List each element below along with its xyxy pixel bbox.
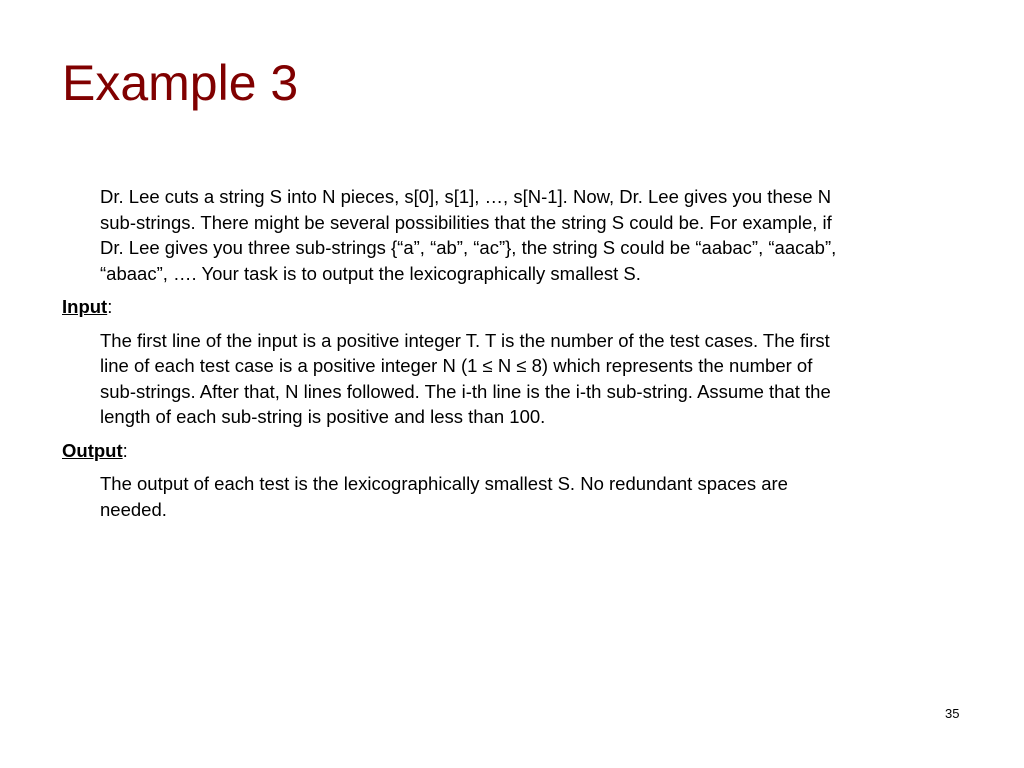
text-line: length of each sub-string is positive and less than 100. — [100, 406, 546, 427]
text-line: “abaac”, …. Your task is to output the lexicographically smallest S. — [100, 262, 641, 284]
input-description — [100, 328, 962, 430]
text-line: needed. — [100, 498, 167, 520]
output-heading — [62, 438, 962, 464]
output-description — [100, 471, 962, 522]
slide-title: Example 3 — [62, 55, 299, 111]
input-heading — [62, 294, 962, 320]
problem-description — [100, 184, 962, 286]
output-term: Output — [62, 439, 123, 461]
output-colon: : — [122, 439, 128, 461]
text-line: sub-strings. There might be several possibilities that the string S could be. For example, if — [100, 211, 832, 233]
page-number: 35 — [945, 706, 960, 721]
text-line: Dr. Lee cuts a string S into N pieces, s[0], s[1], …, s[N-1]. Now, Dr. Lee gives you these N — [100, 186, 832, 207]
text-line: Dr. Lee gives you three sub-strings {“a”, “ab”, “ac”}, the string S could be “aabac”, “aacab”, — [100, 237, 837, 258]
text-line: The output of each test is the lexicographically smallest S. No redundant spaces are — [100, 473, 788, 494]
input-term: Input — [62, 296, 108, 317]
input-colon: : — [107, 296, 113, 317]
slide-body — [62, 184, 962, 530]
text-line: sub-strings. After that, N lines followed. The i-th line is the i-th sub-string. Assume that the — [100, 380, 831, 402]
text-line: line of each test case is a positive integer N (1 ≤ N ≤ 8) which represents the number of — [100, 355, 813, 376]
text-line: The first line of the input is a positive integer T. T is the number of the test cases. The first — [100, 329, 830, 351]
